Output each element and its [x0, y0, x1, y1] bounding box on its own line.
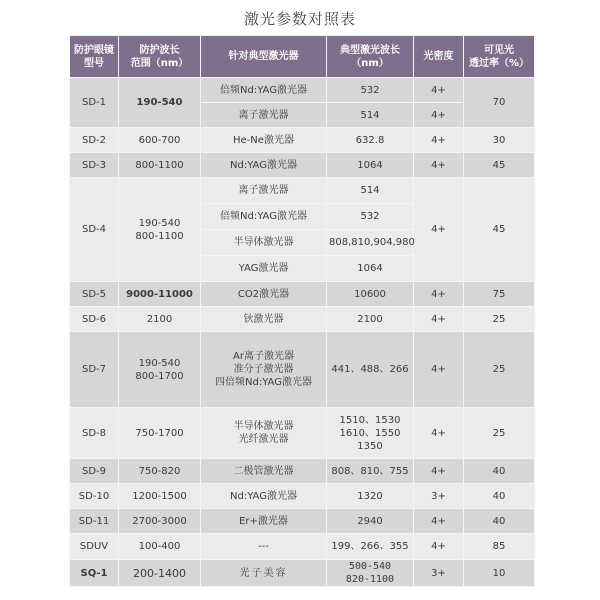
cell-laser: Ar离子激光器 准分子激光器 四倍频Nd:YAG激光器 — [201, 332, 327, 408]
table-row — [70, 509, 535, 534]
cell-laser: 二极管激光器 — [201, 459, 327, 484]
cell-model: SD-8 — [70, 408, 119, 459]
cell-laser: 光子美容 — [201, 560, 327, 587]
cell-vlt: 85 — [464, 534, 535, 560]
cell-laser: 钬激光器 — [201, 307, 327, 332]
cell-wavelength: 2100 — [327, 307, 414, 332]
cell-laser: Nd:YAG激光器 — [201, 484, 327, 509]
header-od: 光密度 — [414, 36, 464, 78]
header-vlt: 可见光 透过率（%） — [464, 36, 535, 78]
table-row — [70, 459, 535, 484]
cell-laser: 倍频Nd:YAG激光器 — [201, 78, 327, 103]
cell-model: SD-6 — [70, 307, 119, 332]
cell-vlt: 40 — [464, 459, 535, 484]
cell-laser: He-Ne激光器 — [201, 128, 327, 153]
cell-range: 200-1400 — [119, 560, 201, 587]
cell-wavelength: 199、266、355 — [327, 534, 414, 560]
cell-vlt: 10 — [464, 560, 535, 587]
table-row — [70, 153, 535, 178]
table-row — [70, 408, 535, 459]
cell-od: 4+ — [414, 178, 464, 282]
cell-range: 2100 — [119, 307, 201, 332]
table-header-row — [70, 36, 535, 78]
cell-laser: CO2激光器 — [201, 282, 327, 307]
cell-model: SDUV — [70, 534, 119, 560]
cell-od: 4+ — [414, 459, 464, 484]
cell-laser: 半导体激光器 — [201, 230, 327, 256]
cell-vlt: 25 — [464, 332, 535, 408]
table-row — [70, 534, 535, 560]
cell-wavelength: 1064 — [327, 256, 414, 282]
cell-wavelength: 441、488、266 — [327, 332, 414, 408]
cell-model: SD-3 — [70, 153, 119, 178]
cell-wavelength: 632.8 — [327, 128, 414, 153]
cell-od: 4+ — [414, 153, 464, 178]
cell-range: 100-400 — [119, 534, 201, 560]
cell-wavelength: 532 — [327, 204, 414, 230]
cell-laser: 倍频Nd:YAG激光器 — [201, 204, 327, 230]
header-wavelength: 典型激光波长 （nm） — [327, 36, 414, 78]
cell-wavelength: 808,810,904,980 — [327, 230, 414, 256]
cell-od: 3+ — [414, 560, 464, 587]
cell-vlt: 40 — [464, 484, 535, 509]
cell-wavelength: 500-540 820-1100 — [327, 560, 414, 587]
cell-vlt: 75 — [464, 282, 535, 307]
cell-wavelength: 1510、1530 1610、1550 1350 — [327, 408, 414, 459]
cell-model: SD-2 — [70, 128, 119, 153]
header-model: 防护眼镜 型号 — [70, 36, 119, 78]
laser-parameter-table — [69, 35, 535, 587]
cell-range: 9000-11000 — [119, 282, 201, 307]
cell-wavelength: 1320 — [327, 484, 414, 509]
table-row — [70, 560, 535, 587]
cell-od: 4+ — [414, 534, 464, 560]
cell-range: 800-1100 — [119, 153, 201, 178]
cell-od: 4+ — [414, 103, 464, 128]
cell-model: SD-1 — [70, 78, 119, 128]
table-row — [70, 178, 535, 204]
cell-wavelength: 2940 — [327, 509, 414, 534]
cell-model: SD-4 — [70, 178, 119, 282]
table-row — [70, 78, 535, 103]
cell-model: SD-9 — [70, 459, 119, 484]
table-row — [70, 307, 535, 332]
cell-laser: YAG激光器 — [201, 256, 327, 282]
cell-laser: --- — [201, 534, 327, 560]
cell-od: 4+ — [414, 78, 464, 103]
header-range: 防护波长 范围（nm） — [119, 36, 201, 78]
cell-range: 750-820 — [119, 459, 201, 484]
cell-wavelength: 1064 — [327, 153, 414, 178]
cell-wavelength: 514 — [327, 178, 414, 204]
cell-vlt: 25 — [464, 408, 535, 459]
cell-od: 4+ — [414, 282, 464, 307]
cell-model: SD-10 — [70, 484, 119, 509]
table-row — [70, 128, 535, 153]
cell-model: SD-11 — [70, 509, 119, 534]
table-row — [70, 484, 535, 509]
cell-od: 4+ — [414, 307, 464, 332]
cell-vlt: 30 — [464, 128, 535, 153]
cell-laser: 半导体激光器 光纤激光器 — [201, 408, 327, 459]
cell-wavelength: 532 — [327, 78, 414, 103]
cell-range: 1200-1500 — [119, 484, 201, 509]
cell-od: 4+ — [414, 332, 464, 408]
table-row — [70, 282, 535, 307]
cell-laser: 离子激光器 — [201, 103, 327, 128]
cell-range: 2700-3000 — [119, 509, 201, 534]
cell-vlt: 25 — [464, 307, 535, 332]
cell-range: 190-540 800-1100 — [119, 178, 201, 282]
cell-wavelength: 10600 — [327, 282, 414, 307]
cell-od: 4+ — [414, 509, 464, 534]
cell-laser: Er+激光器 — [201, 509, 327, 534]
cell-laser: Nd:YAG激光器 — [201, 153, 327, 178]
table-row — [70, 332, 535, 408]
cell-vlt: 40 — [464, 509, 535, 534]
cell-range: 190-540 800-1700 — [119, 332, 201, 408]
cell-vlt: 45 — [464, 153, 535, 178]
cell-od: 4+ — [414, 408, 464, 459]
cell-range: 190-540 — [119, 78, 201, 128]
cell-vlt: 45 — [464, 178, 535, 282]
header-laser: 针对典型激光器 — [201, 36, 327, 78]
cell-model: SQ-1 — [70, 560, 119, 587]
cell-laser: 离子激光器 — [201, 178, 327, 204]
cell-wavelength: 514 — [327, 103, 414, 128]
cell-od: 3+ — [414, 484, 464, 509]
cell-range: 750-1700 — [119, 408, 201, 459]
cell-range: 600-700 — [119, 128, 201, 153]
cell-vlt: 70 — [464, 78, 535, 128]
cell-model: SD-5 — [70, 282, 119, 307]
page-title: 激光参数对照表 — [243, 10, 356, 28]
cell-wavelength: 808、810、755 — [327, 459, 414, 484]
cell-model: SD-7 — [70, 332, 119, 408]
cell-od: 4+ — [414, 128, 464, 153]
